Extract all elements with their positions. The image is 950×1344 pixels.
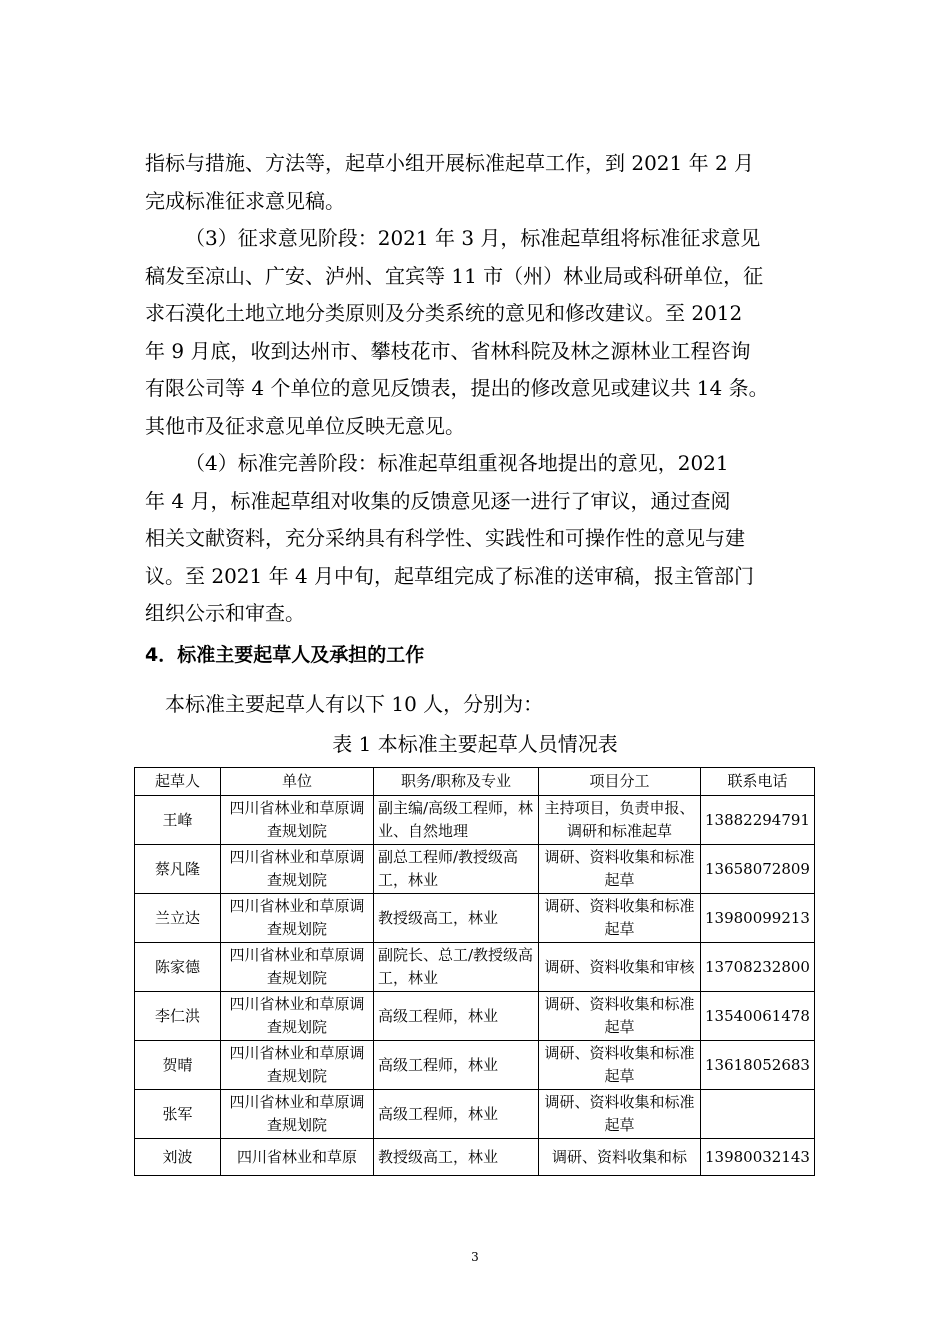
table-cell: 主持项目，负责申报、调研和标准起草 [539, 796, 701, 845]
body-line: 相关文献资料，充分采纳具有科学性、实践性和可操作性的意见与建 [145, 526, 745, 550]
table-cell: 四川省林业和草原调查规划院 [221, 1041, 374, 1090]
table-cell: 四川省林业和草原调查规划院 [221, 992, 374, 1041]
table-cell: 副主编/高级工程师，林业、自然地理 [374, 796, 539, 845]
table-row [135, 1139, 815, 1176]
table-cell: 四川省林业和草原调查规划院 [221, 845, 374, 894]
table-cell: 调研、资料收集和审核 [539, 943, 701, 992]
table-cell: 高级工程师，林业 [374, 1041, 539, 1090]
body-line: 求石漠化土地立地分类原则及分类系统的意见和修改建议。至 2012 [145, 301, 743, 325]
column-header: 职务/职称及专业 [374, 768, 539, 796]
column-header: 起草人 [135, 768, 221, 796]
table-cell: 调研、资料收集和标准起草 [539, 1090, 701, 1139]
column-header: 联系电话 [701, 768, 815, 796]
table-cell: 教授级高工，林业 [374, 894, 539, 943]
table-cell: 调研、资料收集和标 [539, 1139, 701, 1176]
section-heading: 4．标准主要起草人及承担的工作 [145, 644, 425, 666]
body-line: 有限公司等 4 个单位的意见反馈表，提出的修改意见或建议共 14 条。 [145, 376, 769, 400]
table-row [135, 1041, 815, 1090]
body-line: （3）征求意见阶段：2021 年 3 月，标准起草组将标准征求意见 [185, 226, 761, 250]
table-cell: 13540061478 [701, 992, 815, 1041]
page-number: 3 [471, 1250, 479, 1264]
table-row [135, 796, 815, 845]
body-line: 稿发至凉山、广安、泸州、宜宾等 11 市（州）林业局或科研单位，征 [145, 263, 764, 288]
table-cell: 副总工程师/教授级高工，林业 [374, 845, 539, 894]
table-cell: 四川省林业和草原调查规划院 [221, 796, 374, 845]
table-cell: 13980099213 [701, 894, 815, 943]
table-cell: 张军 [135, 1090, 221, 1139]
body-line: （4）标准完善阶段：标准起草组重视各地提出的意见，2021 [185, 451, 729, 475]
table-row [135, 894, 815, 943]
body-line: 完成标准征求意见稿。 [145, 188, 345, 213]
body-line: 组织公示和审查。 [145, 601, 305, 625]
table-cell: 刘波 [135, 1139, 221, 1176]
table-cell: 13618052683 [701, 1041, 815, 1090]
table-cell: 兰立达 [135, 894, 221, 943]
table-cell: 四川省林业和草原 [221, 1139, 374, 1176]
table-cell: 副院长、总工/教授级高工，林业 [374, 943, 539, 992]
table-cell: 高级工程师，林业 [374, 1090, 539, 1139]
table-caption: 表 1 本标准主要起草人员情况表 [332, 732, 618, 756]
column-header: 项目分工 [539, 768, 701, 796]
table-cell: 高级工程师，林业 [374, 992, 539, 1041]
table-cell: 13980032143 [701, 1139, 815, 1176]
table-cell: 陈家德 [135, 943, 221, 992]
table-cell: 调研、资料收集和标准起草 [539, 845, 701, 894]
body-line: 议。至 2021 年 4 月中旬，起草组完成了标准的送审稿，报主管部门 [145, 563, 755, 588]
table-cell [701, 1090, 815, 1139]
drafters-table [134, 767, 815, 1176]
table-cell: 调研、资料收集和标准起草 [539, 1041, 701, 1090]
table-row [135, 943, 815, 992]
table-cell: 调研、资料收集和标准起草 [539, 894, 701, 943]
column-header: 单位 [221, 768, 374, 796]
intro-text: 本标准主要起草人有以下 10 人，分别为： [165, 692, 544, 716]
table-row [135, 992, 815, 1041]
table-cell: 四川省林业和草原调查规划院 [221, 943, 374, 992]
table-cell: 四川省林业和草原调查规划院 [221, 1090, 374, 1139]
table-cell: 王峰 [135, 796, 221, 845]
table-cell: 13882294791 [701, 796, 815, 845]
body-line: 年 4 月，标准起草组对收集的反馈意见逐一进行了审议，通过查阅 [145, 488, 731, 513]
table-row [135, 1090, 815, 1139]
table-cell: 贺晴 [135, 1041, 221, 1090]
table-row [135, 845, 815, 894]
table-cell: 13708232800 [701, 943, 815, 992]
body-line: 指标与措施、方法等，起草小组开展标准起草工作，到 2021 年 2 月 [145, 151, 755, 175]
table-cell: 蔡凡隆 [135, 845, 221, 894]
table-cell: 四川省林业和草原调查规划院 [221, 894, 374, 943]
table-cell: 教授级高工，林业 [374, 1139, 539, 1176]
table-cell: 13658072809 [701, 845, 815, 894]
body-line: 其他市及征求意见单位反映无意见。 [145, 413, 465, 438]
body-line: 年 9 月底，收到达州市、攀枝花市、省林科院及林之源林业工程咨询 [145, 338, 751, 363]
table-cell: 李仁洪 [135, 992, 221, 1041]
table-header-row [135, 768, 815, 796]
table-cell: 调研、资料收集和标准起草 [539, 992, 701, 1041]
